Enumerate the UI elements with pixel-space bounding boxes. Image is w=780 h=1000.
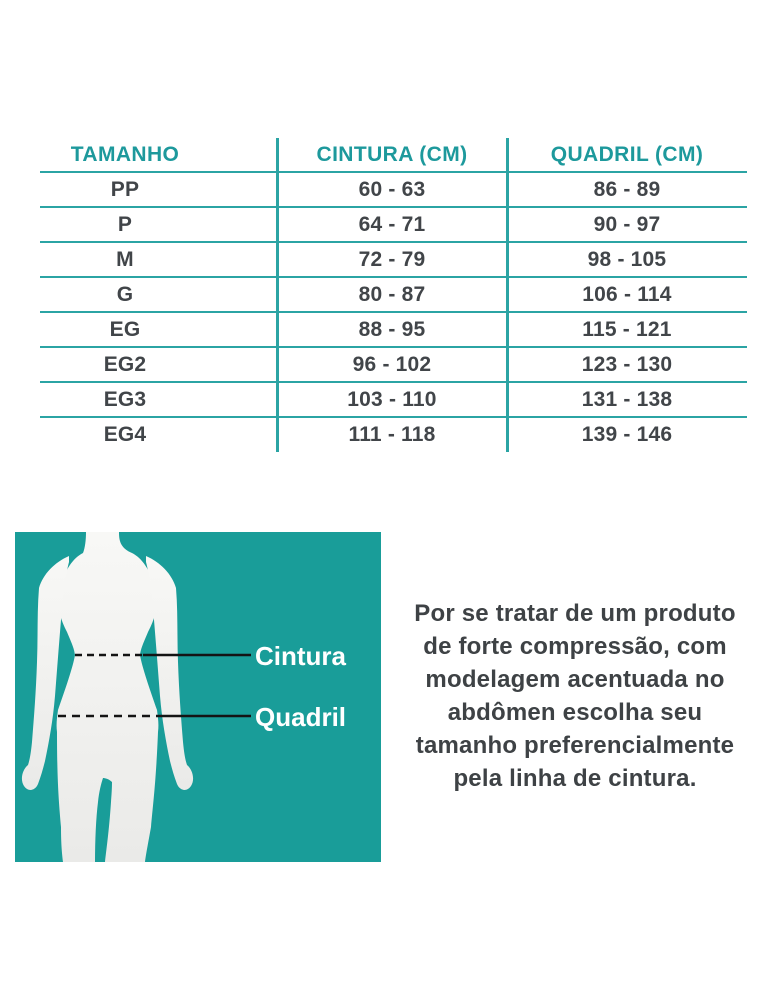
table-row bbox=[40, 312, 747, 347]
waist-cell: 60 - 63 bbox=[358, 177, 426, 201]
table-row bbox=[40, 242, 747, 277]
hip-cell: 123 - 130 bbox=[581, 352, 673, 376]
table-row bbox=[40, 382, 747, 417]
table-rule bbox=[40, 206, 747, 208]
column-header-waist: CINTURA (CM) bbox=[316, 143, 468, 166]
body-silhouette-illustration bbox=[15, 532, 381, 862]
column-header-size: TAMANHO bbox=[70, 143, 180, 166]
hip-cell: 115 - 121 bbox=[582, 317, 672, 341]
note-line: pela linha de cintura. bbox=[453, 765, 697, 792]
table-row bbox=[40, 347, 747, 382]
table-row bbox=[40, 277, 747, 312]
table-rule bbox=[40, 311, 747, 313]
hip-cell: 90 - 97 bbox=[593, 212, 661, 236]
waist-cell: 72 - 79 bbox=[358, 247, 426, 271]
size-cell: PP bbox=[110, 177, 140, 201]
table-row bbox=[40, 207, 747, 242]
note-line: abdômen escolha seu bbox=[447, 699, 703, 726]
hip-label: Quadril bbox=[255, 702, 347, 732]
waist-cell: 80 - 87 bbox=[358, 282, 426, 306]
size-cell: EG3 bbox=[103, 387, 147, 411]
torso-silhouette bbox=[57, 532, 159, 862]
note-line: de forte compressão, com bbox=[423, 633, 727, 660]
size-table bbox=[40, 138, 747, 452]
waist-cell: 96 - 102 bbox=[352, 352, 432, 376]
table-header-row bbox=[40, 138, 747, 172]
compression-note bbox=[400, 597, 750, 795]
note-line: Por se tratar de um produto bbox=[414, 600, 736, 627]
size-cell: P bbox=[117, 212, 133, 236]
table-rule bbox=[40, 346, 747, 348]
size-cell: G bbox=[116, 282, 134, 306]
column-divider bbox=[276, 138, 279, 452]
waist-cell: 103 - 110 bbox=[347, 387, 437, 411]
table-rule bbox=[40, 171, 747, 173]
table-rule bbox=[40, 416, 747, 418]
table-rule bbox=[40, 241, 747, 243]
measurement-diagram-panel bbox=[15, 532, 381, 862]
size-cell: M bbox=[116, 247, 134, 271]
table-row bbox=[40, 417, 747, 452]
waist-cell: 88 - 95 bbox=[358, 317, 426, 341]
hip-cell: 86 - 89 bbox=[593, 177, 661, 201]
hip-cell: 106 - 114 bbox=[582, 282, 672, 306]
column-divider bbox=[506, 138, 509, 452]
column-header-hip: QUADRIL (CM) bbox=[550, 143, 704, 166]
size-cell: EG4 bbox=[103, 422, 147, 446]
size-cell: EG2 bbox=[103, 352, 147, 376]
size-cell: EG bbox=[109, 317, 141, 341]
hip-cell: 98 - 105 bbox=[587, 247, 667, 271]
table-rule bbox=[40, 276, 747, 278]
note-line: modelagem acentuada no bbox=[425, 666, 725, 693]
hip-cell: 139 - 146 bbox=[581, 422, 673, 446]
waist-cell: 64 - 71 bbox=[358, 212, 426, 236]
hip-cell: 131 - 138 bbox=[581, 387, 673, 411]
waist-cell: 111 - 118 bbox=[348, 422, 436, 446]
table-row bbox=[40, 172, 747, 207]
note-line: tamanho preferencialmente bbox=[415, 732, 735, 759]
table-rule bbox=[40, 381, 747, 383]
waist-label: Cintura bbox=[255, 641, 346, 671]
